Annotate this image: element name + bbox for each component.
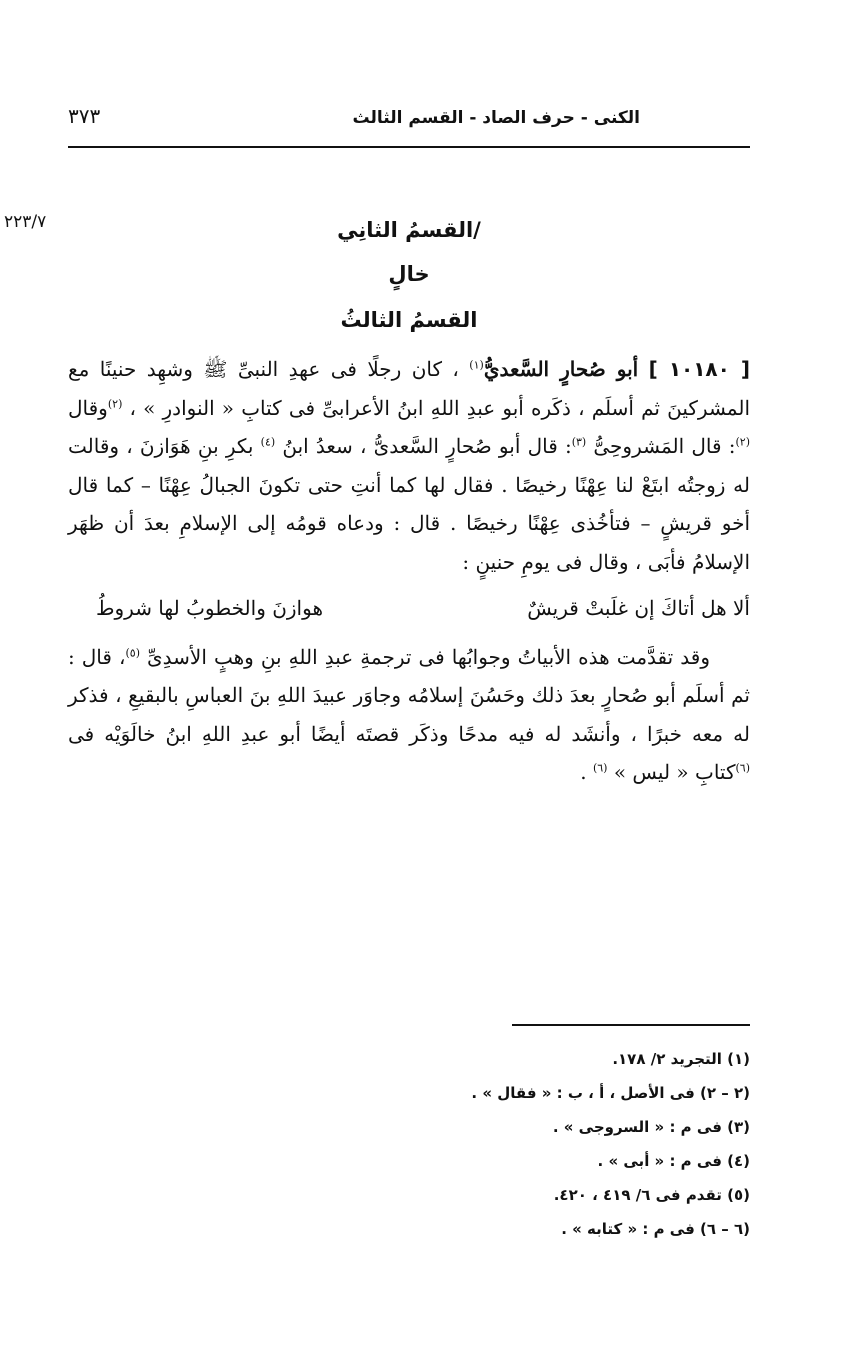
heading-third-section: القسمُ الثالثُ [340, 308, 478, 332]
entry-name: أبو صُحارٍ السَّعديُّ [483, 357, 639, 381]
margin-reference: ٢٢٣/٧ [4, 212, 47, 232]
footnote-ref: (٢) [107, 396, 123, 410]
footnote: (٢ – ٢) فى الأصل ، أ ، ب : « فقال » . [471, 1084, 750, 1102]
entry-text: وقال [68, 395, 108, 420]
running-header [68, 100, 750, 140]
running-title: الكنى - حرف الصاد - القسم الثالث [352, 108, 640, 128]
footnote: (٥) تقدم فى ٦/ ٤١٩ ، ٤٢٠. [553, 1186, 750, 1204]
heading-second-section: /القسمُ الثانِي [337, 218, 481, 242]
footnote-ref: (٢) [735, 435, 750, 449]
footnote-rule [512, 1024, 750, 1026]
entry-text: : قال المَشروحِىُّ [586, 434, 736, 458]
paragraph-text: كتابِ « ليس » [607, 760, 736, 784]
footnote: (٦ – ٦) فى م : « كتابه » . [561, 1220, 750, 1238]
header-rule [68, 146, 750, 148]
footnote-ref: (٦) [592, 761, 608, 775]
footnote: (٣) فى م : « السروجى » . [552, 1118, 750, 1136]
main-text [68, 350, 750, 792]
verse-first-hemistich: ألا هل أتاكَ إن غلَبتْ قريشٌ [527, 596, 750, 620]
paragraph-text: وقد تقدَّمت هذه الأبياتُ وجوابُها فى ترجمةِ عبدِ اللهِ بنِ وهبٍ الأسدِىِّ [139, 644, 710, 669]
paragraph-text: ، قال : ثم أسلَم أبو صُحارٍ بعدَ ذلك وحَسُنَ إسلامُه وجاوَر عبيدَ اللهِ بنَ العباسِ بالبقيعِ ، فذكر له معه خبرًا ، وأنشَد له فيه مدحًا وذكَر قصتَه أيضًا أبو عبدِ اللهِ ابنُ خالَوَيْه فى [68, 644, 750, 746]
footnote-ref: (٤) [260, 435, 276, 449]
poem-verse [68, 589, 750, 628]
footnote-ref: (٦) [735, 761, 750, 775]
second-paragraph [68, 638, 750, 792]
paragraph-text: . [580, 760, 593, 784]
footnote-ref: (١) [469, 358, 484, 372]
entry-text: ، كان رجلًا فى عهدِ النبىِّ ﷺ وشهِد حنينًا مع المشركينَ ثم أسلَم ، ذكَره أبو عبدِ اللهِ ابنُ الأعرابىِّ فى كتابِ « النوادرِ » ، [68, 357, 750, 420]
entry-text: : قال أبو صُحارٍ السَّعدىُّ ، سعدُ ابنُ [275, 434, 572, 458]
entry-paragraph [68, 350, 750, 581]
page-number: ٣٧٣ [68, 104, 101, 128]
footnote-ref: (٣) [571, 435, 587, 449]
heading-empty: خالٍ [388, 262, 430, 286]
footnote: (١) التجريد ٢/ ١٧٨. [612, 1050, 750, 1068]
verse-second-hemistich: هوازنَ والخطوبُ لها شروطُ [96, 596, 323, 620]
footnote: (٤) فى م : « أبى » . [597, 1152, 750, 1170]
footnotes [68, 1042, 750, 1246]
entry-text: بكرِ بنِ هَوَازنَ ، وقالت له زوجتُه ابتَعْ لنا عِهْنًا رخيصًا . فقال لها كما أنتِ حتى تكونَ الجبالُ عِهْنًا – كما قال أخو قريشٍ – فتأخُذى عِهْنًا رخيصًا . قال : ودعاه قومُه إلى الإسلامِ بعدَ أن ظهَر الإسلامُ فأبَى ، وقال فى يومِ حنينٍ : [68, 434, 750, 574]
footnote-ref: (٥) [125, 645, 140, 659]
entry-number: [ ١٠١٨٠ ] [648, 357, 751, 381]
